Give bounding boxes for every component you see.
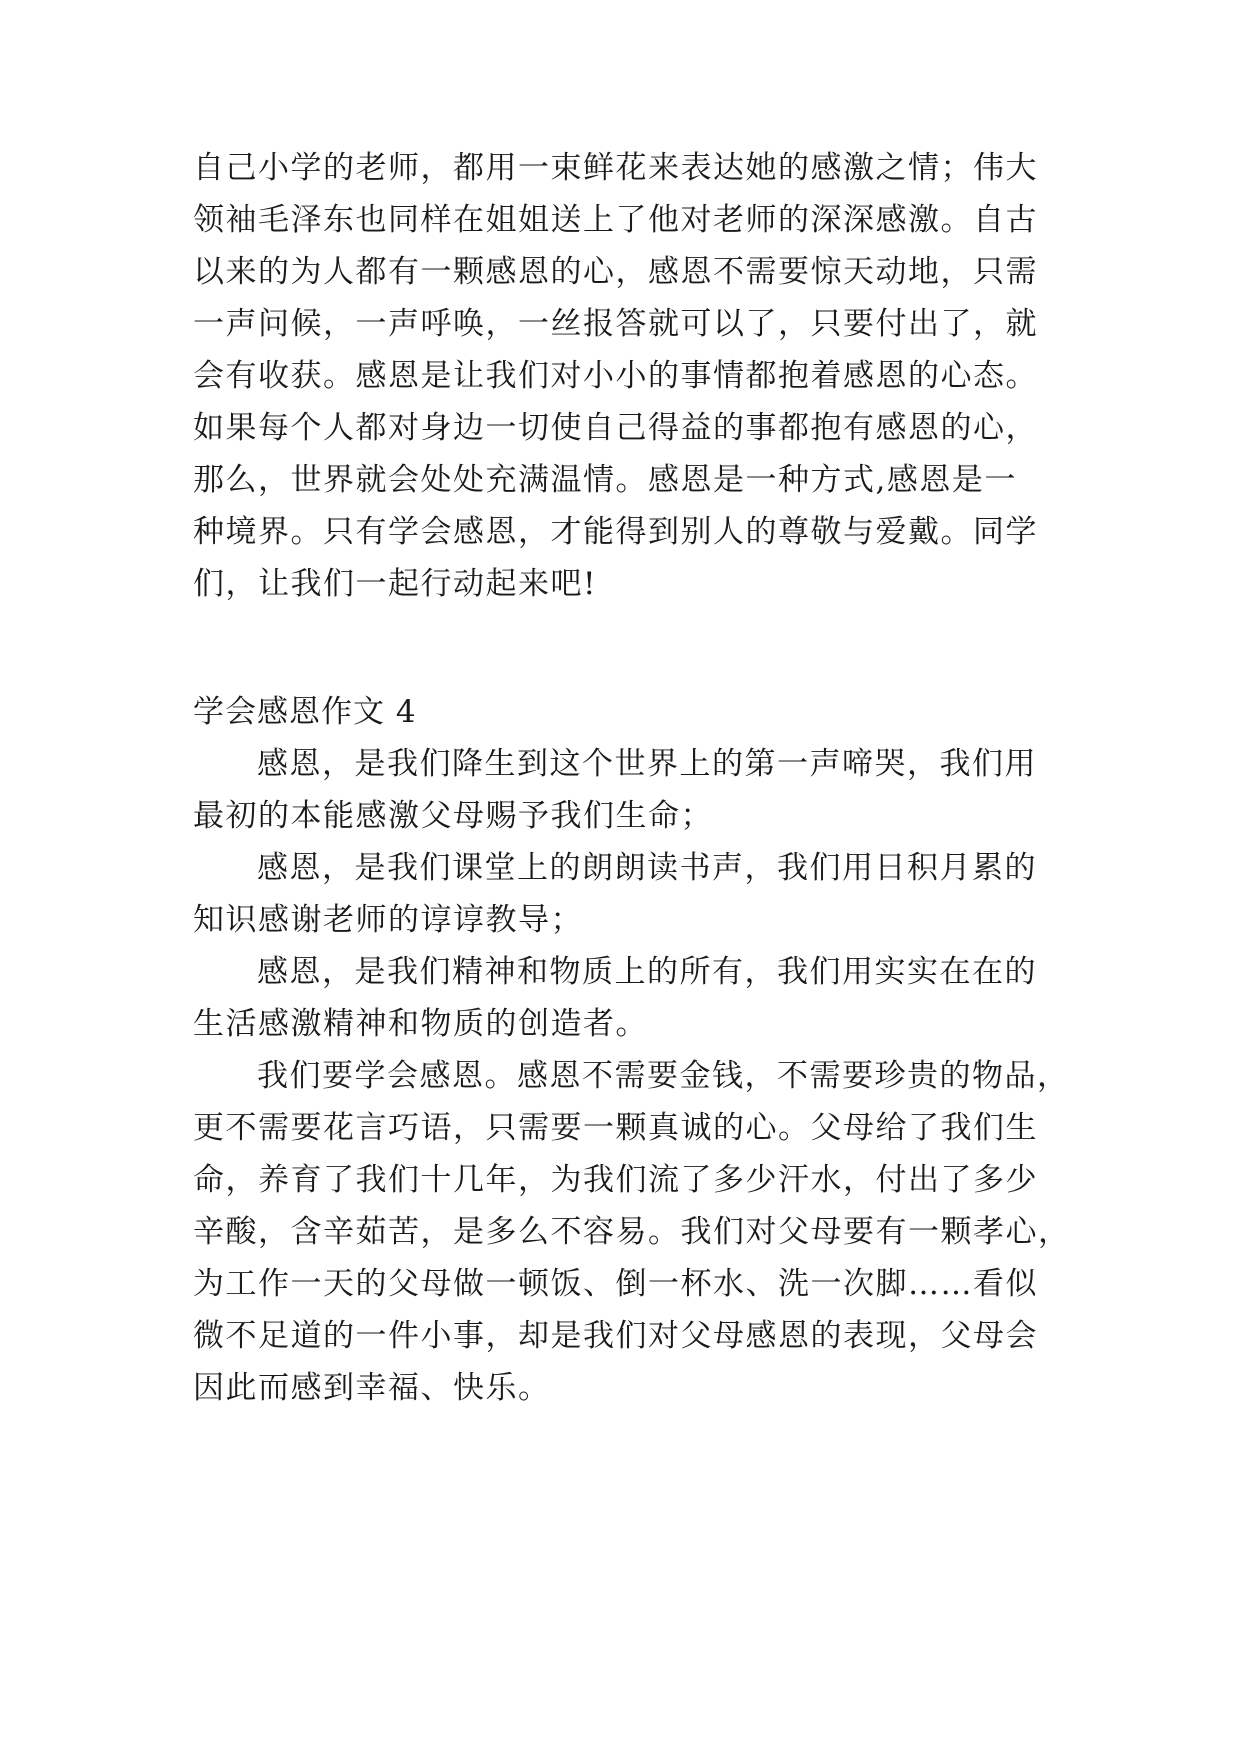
paragraph-line: 如果每个人都对身边一切使自己得益的事都抱有感恩的心， [193, 410, 1038, 446]
paragraph-line: 辛酸，含辛茹苦，是多么不容易。我们对父母要有一颗孝心， [193, 1214, 1071, 1250]
paragraph-line: 自己小学的老师，都用一束鲜花来表达她的感激之情；伟大 [193, 150, 1038, 186]
paragraph-line: 那么，世界就会处处充满温情。感恩是一种方式,感恩是一 [193, 462, 1017, 498]
paragraph-line: 以来的为人都有一颗感恩的心，感恩不需要惊天动地，只需 [193, 254, 1038, 290]
essay-heading: 学会感恩作文 4 [193, 694, 417, 730]
paragraph-line: 我们要学会感恩。感恩不需要金钱，不需要珍贵的物品， [257, 1058, 1070, 1094]
paragraph-line: 更不需要花言巧语，只需要一颗真诚的心。父母给了我们生 [193, 1110, 1038, 1146]
paragraph-line: 因此而感到幸福、快乐。 [193, 1370, 551, 1406]
paragraph-line: 命，养育了我们十几年，为我们流了多少汗水，付出了多少 [193, 1162, 1038, 1198]
paragraph-line: 感恩，是我们降生到这个世界上的第一声啼哭，我们用 [257, 746, 1037, 782]
paragraph-line: 知识感谢老师的谆谆教导； [193, 902, 583, 938]
paragraph-line: 为工作一天的父母做一顿饭、倒一杯水、洗一次脚……看似 [193, 1266, 1038, 1302]
paragraph-line: 一声问候，一声呼唤，一丝报答就可以了，只要付出了，就 [193, 306, 1038, 342]
paragraph-line: 们，让我们一起行动起来吧! [193, 566, 597, 602]
paragraph-line: 微不足道的一件小事，却是我们对父母感恩的表现，父母会 [193, 1318, 1038, 1354]
paragraph-line: 领袖毛泽东也同样在姐姐送上了他对老师的深深感激。自古 [193, 202, 1038, 238]
paragraph-line: 最初的本能感激父母赐予我们生命； [193, 798, 713, 834]
paragraph-line: 感恩，是我们课堂上的朗朗读书声，我们用日积月累的 [257, 850, 1037, 886]
paragraph-line: 生活感激精神和物质的创造者。 [193, 1006, 648, 1042]
paragraph-line: 种境界。只有学会感恩，才能得到别人的尊敬与爱戴。同学 [193, 514, 1038, 550]
paragraph-line: 会有收获。感恩是让我们对小小的事情都抱着感恩的心态。 [193, 358, 1038, 394]
paragraph-line: 感恩，是我们精神和物质上的所有，我们用实实在在的 [257, 954, 1037, 990]
